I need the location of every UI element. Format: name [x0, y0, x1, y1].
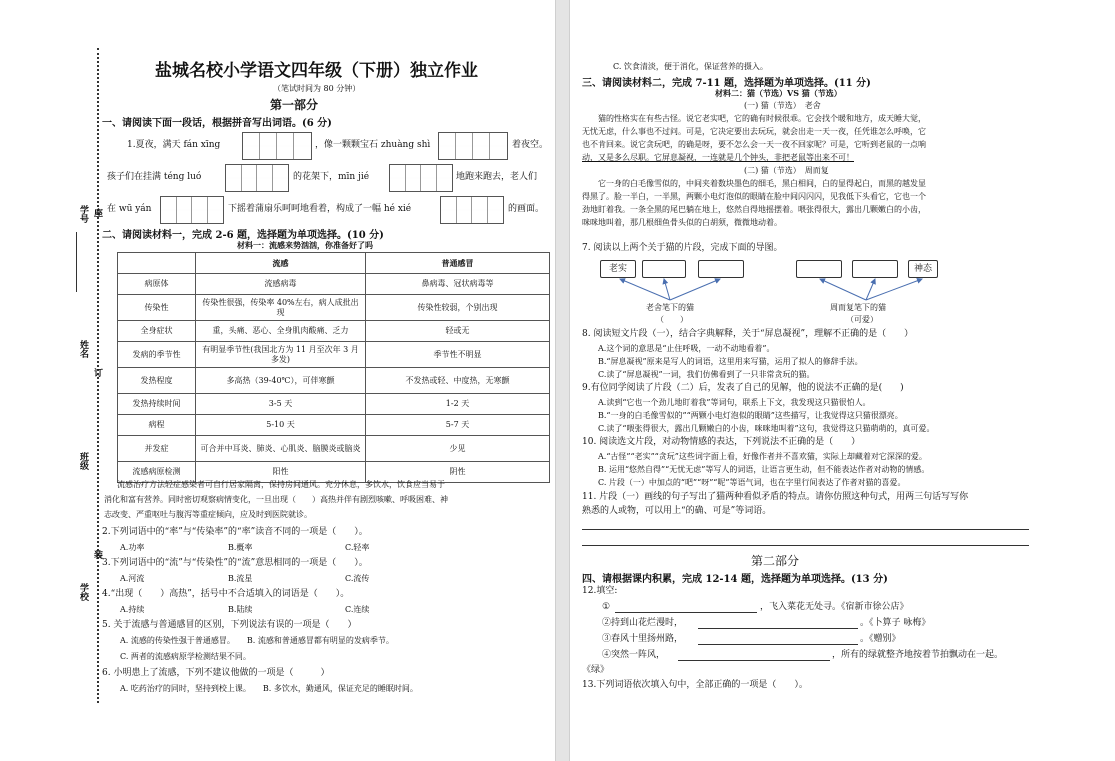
option-c[interactable]: C.流传 [345, 574, 370, 583]
excerpt2-title: (二) 猫（节选） 周而复 [744, 166, 829, 175]
label-zuo: 座 [92, 208, 102, 217]
comparison-table [117, 252, 550, 483]
option-a[interactable]: A.这个词的意思是“止住呼吸，一动不动地看着”。 [598, 344, 775, 353]
label-school: 学校 [78, 583, 88, 601]
question-5: 5. 关于流感与普通感冒的区别，下列说法有误的一项是（ ） [102, 620, 357, 630]
q1-line2-b: 的花架下，mīn jié [293, 172, 370, 182]
col-cold: 普通感冒 [366, 253, 550, 274]
subtitle: （笔试时间为 80 分钟） [273, 84, 361, 93]
q1-line3-b: 下摇着蒲扇乐呵呵地看着，构成了一幅 hé xié [228, 204, 412, 214]
option-b[interactable]: B. 运用“悠然自得”“无忧无虑”等写人的词语，让语言更生动，但不能表达作者对动物的情感。 [598, 465, 930, 474]
table-row: 发热程度 多高热（39-40℃），可伴寒颤 不发热或轻、中度热，无寒颤 [118, 368, 550, 394]
table-row: 发热持续时间 3-5 天 1-2 天 [118, 394, 550, 415]
excerpt2-line: 劲地盯着我。一条全黑的尾巴躺在地上，悠然自得地摇摆着。喂张得很大，露出几颗嫩白的小齿， [582, 205, 926, 214]
q1-line3-c: 的画面。 [508, 204, 545, 214]
answer-line[interactable] [582, 529, 1029, 530]
question-11: 11. 片段（一）画线的句子写出了猫两种看似矛盾的特点。请你仿照这种句式，用两三句话写写你 [582, 492, 969, 502]
option-c[interactable]: C.读了“屏息凝视”一词，我们仿佛看到了一只非常贪玩的猫。 [598, 370, 815, 379]
fill-4-source: 《绿》 [582, 665, 610, 675]
q1-header: 一、请阅读下面一段话，根据拼音写出词语。(6 分) [102, 118, 332, 129]
excerpt1-line: 猫的性格实在有些古怪。说它老实吧，它的确有时候很乖。它会找个暖和地方，成天睡大觉， [598, 114, 926, 123]
fill-blank[interactable] [698, 644, 858, 645]
para-line: 志改变、严重呕吐与腹泻等重症倾向，应及时到医院就诊。 [104, 510, 312, 519]
part2-heading: 第二部分 [751, 554, 800, 568]
para-line: 流感治疗方法轻症感染者可自行居家隔离，保持房间通风。充分休息，多饮水，饮食应当易于 [117, 480, 445, 489]
label-ding: 订 [92, 368, 102, 377]
table-row: 全身症状 重，头痛、恶心、全身肌肉酸痛、乏力 轻或无 [118, 321, 550, 342]
para-line: 消化和富有营养。同时密切观察病情变化，一旦出现（ ）高热并伴有剧烈咳嗽、呼吸困难、神 [104, 495, 448, 504]
option-c[interactable]: C.轻率 [345, 543, 370, 552]
question-2: 2.下列词语中的“率”与“传染率”的“率”读音不同的一项是（ ）。 [102, 527, 368, 537]
option-a[interactable]: A.读到“它也一个劲儿地盯着我”等词句，联系上下文，我发现这只猫很怕人。 [598, 398, 871, 407]
pinyin-grid[interactable] [438, 132, 508, 160]
fill-4-rest: ，所有的绿就整齐地按着节拍飘动在一起。 [832, 650, 1004, 660]
page-separator [555, 0, 570, 761]
option-b[interactable]: B.流星 [228, 574, 253, 583]
fill-1-text: ，飞入菜花无处寻。《宿新市徐公店》 [760, 602, 909, 612]
question-6: 6. 小明患上了流感，下列不建议他做的一项是（ ） [102, 668, 330, 678]
fill-1-num: ① [602, 602, 611, 612]
excerpt2-line: 得黑了。脸一半白，一半黑，两颗小电灯泡似的眼睛在脸中间闪闪闪，见我低下头看它，它也一个 [582, 192, 926, 201]
fill-3-text: ③春风十里扬州路， [602, 634, 684, 644]
q1-line1-c: 着夜空。 [512, 140, 549, 150]
blank-line [76, 232, 77, 292]
map-label-laoshe-blank: （ ） [656, 315, 688, 324]
question-4: 4.“出现（ ）高热”，括号中不合适填入的词语是（ ）。 [102, 589, 350, 599]
option-b[interactable]: B.概率 [228, 543, 253, 552]
fill-4-text: ④突然一阵风， [602, 650, 666, 660]
table-row: 流感病原检测 阳性 阴性 [118, 462, 550, 483]
pinyin-grid[interactable] [440, 196, 504, 224]
question-12: 12.填空: [582, 586, 618, 596]
option-b[interactable]: B.陆续 [228, 605, 253, 614]
option-ab[interactable]: A. 流感的传染性强于普通感冒。 B. 流感和普通感冒都有明显的发病季节。 [120, 636, 394, 645]
option-a[interactable]: A.“古怪”“老实”“贪玩”这些词字面上看，好像作者并不喜欢猫，实际上却藏着对它深深的爱。 [598, 452, 927, 461]
pinyin-grid[interactable] [242, 132, 312, 160]
option-c[interactable]: C. 两者的流感病原学检测结果不同。 [120, 652, 251, 661]
option-c[interactable]: C.读了“喂张得很大，露出几颗嫩白的小齿，咪咪地叫着”这句，我觉得这只猫萌萌的，真可爱。 [598, 424, 935, 433]
option-b[interactable]: B.“屏息凝视”原来是写人的词语，这里用来写猫，运用了拟人的修辞手法。 [598, 357, 863, 366]
fill-blank[interactable] [678, 660, 830, 661]
map-box-honest: 老实 [600, 260, 636, 278]
option-ab[interactable]: A. 吃药治疗的同时，坚持到校上课。 B. 多饮水，勤通风，保证充足的睡眠时间。 [120, 684, 418, 693]
label-name: 姓名 [78, 340, 88, 358]
map-label-zhou: 周而复笔下的猫 [830, 303, 886, 312]
fill-blank[interactable] [615, 612, 757, 613]
option-a[interactable]: A.河流 [120, 574, 145, 583]
q1-line1-b: ，像一颗颗宝石 zhuàng shì [315, 140, 431, 150]
q4-header: 四、请根据课内积累，完成 12-14 题，选择题为单项选择。(13 分) [582, 574, 888, 585]
map-label-zhou-sub: （可爱） [846, 315, 878, 324]
q1-line2-a: 孩子们在挂满 téng luó [107, 172, 202, 182]
fill-2-text: ②持到山花烂漫时， [602, 618, 684, 628]
table-row: 病程 5-10 天 5-7 天 [118, 415, 550, 436]
label-student-no: 学号 [78, 205, 88, 223]
question-8: 8. 阅读短文片段（一），结合字典解释，关于“屏息凝视”，理解不正确的是（ ） [582, 329, 914, 339]
label-zhuang: 装 [92, 550, 102, 559]
option-a[interactable]: A.持续 [120, 605, 145, 614]
q2-header: 二、请阅读材料一，完成 2-6 题，选择题为单项选择。(10 分) [102, 230, 384, 241]
part1-heading: 第一部分 [270, 98, 319, 112]
excerpt1-line: 动，又是多么尽职。它屏息凝视，一连就是几个钟头，非把老鼠等出来不可！ [582, 153, 854, 162]
mind-map-arrows [570, 0, 1115, 320]
question-11-cont: 熟悉的人或物，可以用上“的确、可是”等词语。 [582, 506, 772, 516]
material1-title: 材料一：流感来势汹汹，你准备好了吗 [237, 240, 373, 250]
question-3: 3.下列词语中的“流”与“传染性”的“流”意思相同的一项是（ ）。 [102, 558, 368, 568]
q6-option-c[interactable]: C. 饮食清淡，便于消化，保证营养的摄入。 [613, 62, 768, 71]
pinyin-grid[interactable] [160, 196, 224, 224]
question-7: 7. 阅读以上两个关于猫的片段，完成下面的导图。 [582, 243, 783, 253]
col-flu: 流感 [196, 253, 366, 274]
question-13: 13.下列词语依次填入句中，全部正确的一项是（ ）。 [582, 680, 808, 690]
option-c[interactable]: C.连续 [345, 605, 370, 614]
excerpt1-title: (一) 猫（节选） 老舍 [744, 101, 821, 110]
excerpt2-line: 它一身的白毛像雪似的，中间夹着数块墨色的细毛，黑白相间，白的显得起白，而黑的越发显 [598, 179, 926, 188]
fill-blank[interactable] [698, 628, 858, 629]
excerpt1-line: 也不肯回来。说它贪玩吧，的确是呀，要不怎么会一天一夜不回家呢？可是，它听到老鼠的一点响 [582, 140, 926, 149]
map-box-demeanor: 神态 [908, 260, 938, 278]
label-class: 班级 [78, 452, 88, 470]
excerpt1-line: 无忧无虑，什么事也不过问。可是，它决定要出去玩玩，就会出走一天一夜，任凭谁怎么呼唤，它 [582, 127, 926, 136]
table-row: 传染性 传染性很强，传染率 40%左右，病人成批出现 传染性较弱，个别出现 [118, 295, 550, 321]
option-b[interactable]: B.“一身的白毛像雪似的”“两颗小电灯泡似的眼睛”这些描写，让我觉得这只猫很漂亮。 [598, 411, 903, 420]
right-page [570, 0, 1115, 761]
table-row: 并发症 可合并中耳炎、肺炎、心肌炎、脑膜炎或脑炎 少见 [118, 436, 550, 462]
question-10: 10. 阅读选文片段，对动物情感的表达，下列说法不正确的是（ ） [582, 437, 861, 447]
option-a[interactable]: A.功率 [120, 543, 145, 552]
q3-header: 三、请阅读材料二，完成 7-11 题，选择题为单项选择。(11 分) [582, 78, 871, 89]
q1-line2-c: 地跑来跑去，老人们 [456, 172, 538, 182]
answer-line[interactable] [582, 545, 1029, 546]
fill-3-source: 。《赠别》 [860, 634, 901, 644]
excerpt2-line: 咪咪地叫着，那几根细鱼骨头似的白胡须，微微地动着。 [582, 218, 782, 227]
question-9: 9.有位同学阅读了片段（二）后，发表了自己的见解，他的说法不正确的是( ) [582, 383, 904, 393]
pinyin-grid[interactable] [225, 164, 289, 192]
q1-line3-a: 在 wū yán [107, 204, 152, 214]
left-page [0, 0, 555, 761]
map-label-laoshe: 老舍笔下的猫 [646, 303, 694, 312]
page-title: 盐城名校小学语文四年级（下册）独立作业 [155, 61, 478, 81]
q1-line1-a: 1.夏夜，满天 fán xīng [127, 140, 221, 150]
table-row: 发病的季节性 有明显季节性(我国北方为 11 月至次年 3 月多发) 季节性不明显 [118, 342, 550, 368]
pinyin-grid[interactable] [389, 164, 453, 192]
material2-title: 材料二：猫（节选）VS 猫（节选） [715, 88, 842, 98]
fill-2-source: 。《卜算子 咏梅》 [860, 618, 931, 628]
option-c[interactable]: C. 片段（一）中加点的“吧”“呀”“呢”等语气词，也在字里行间表达了作者对猫的喜爱。 [598, 478, 906, 487]
table-row: 病原体 流感病毒 鼻病毒、冠状病毒等 [118, 274, 550, 295]
